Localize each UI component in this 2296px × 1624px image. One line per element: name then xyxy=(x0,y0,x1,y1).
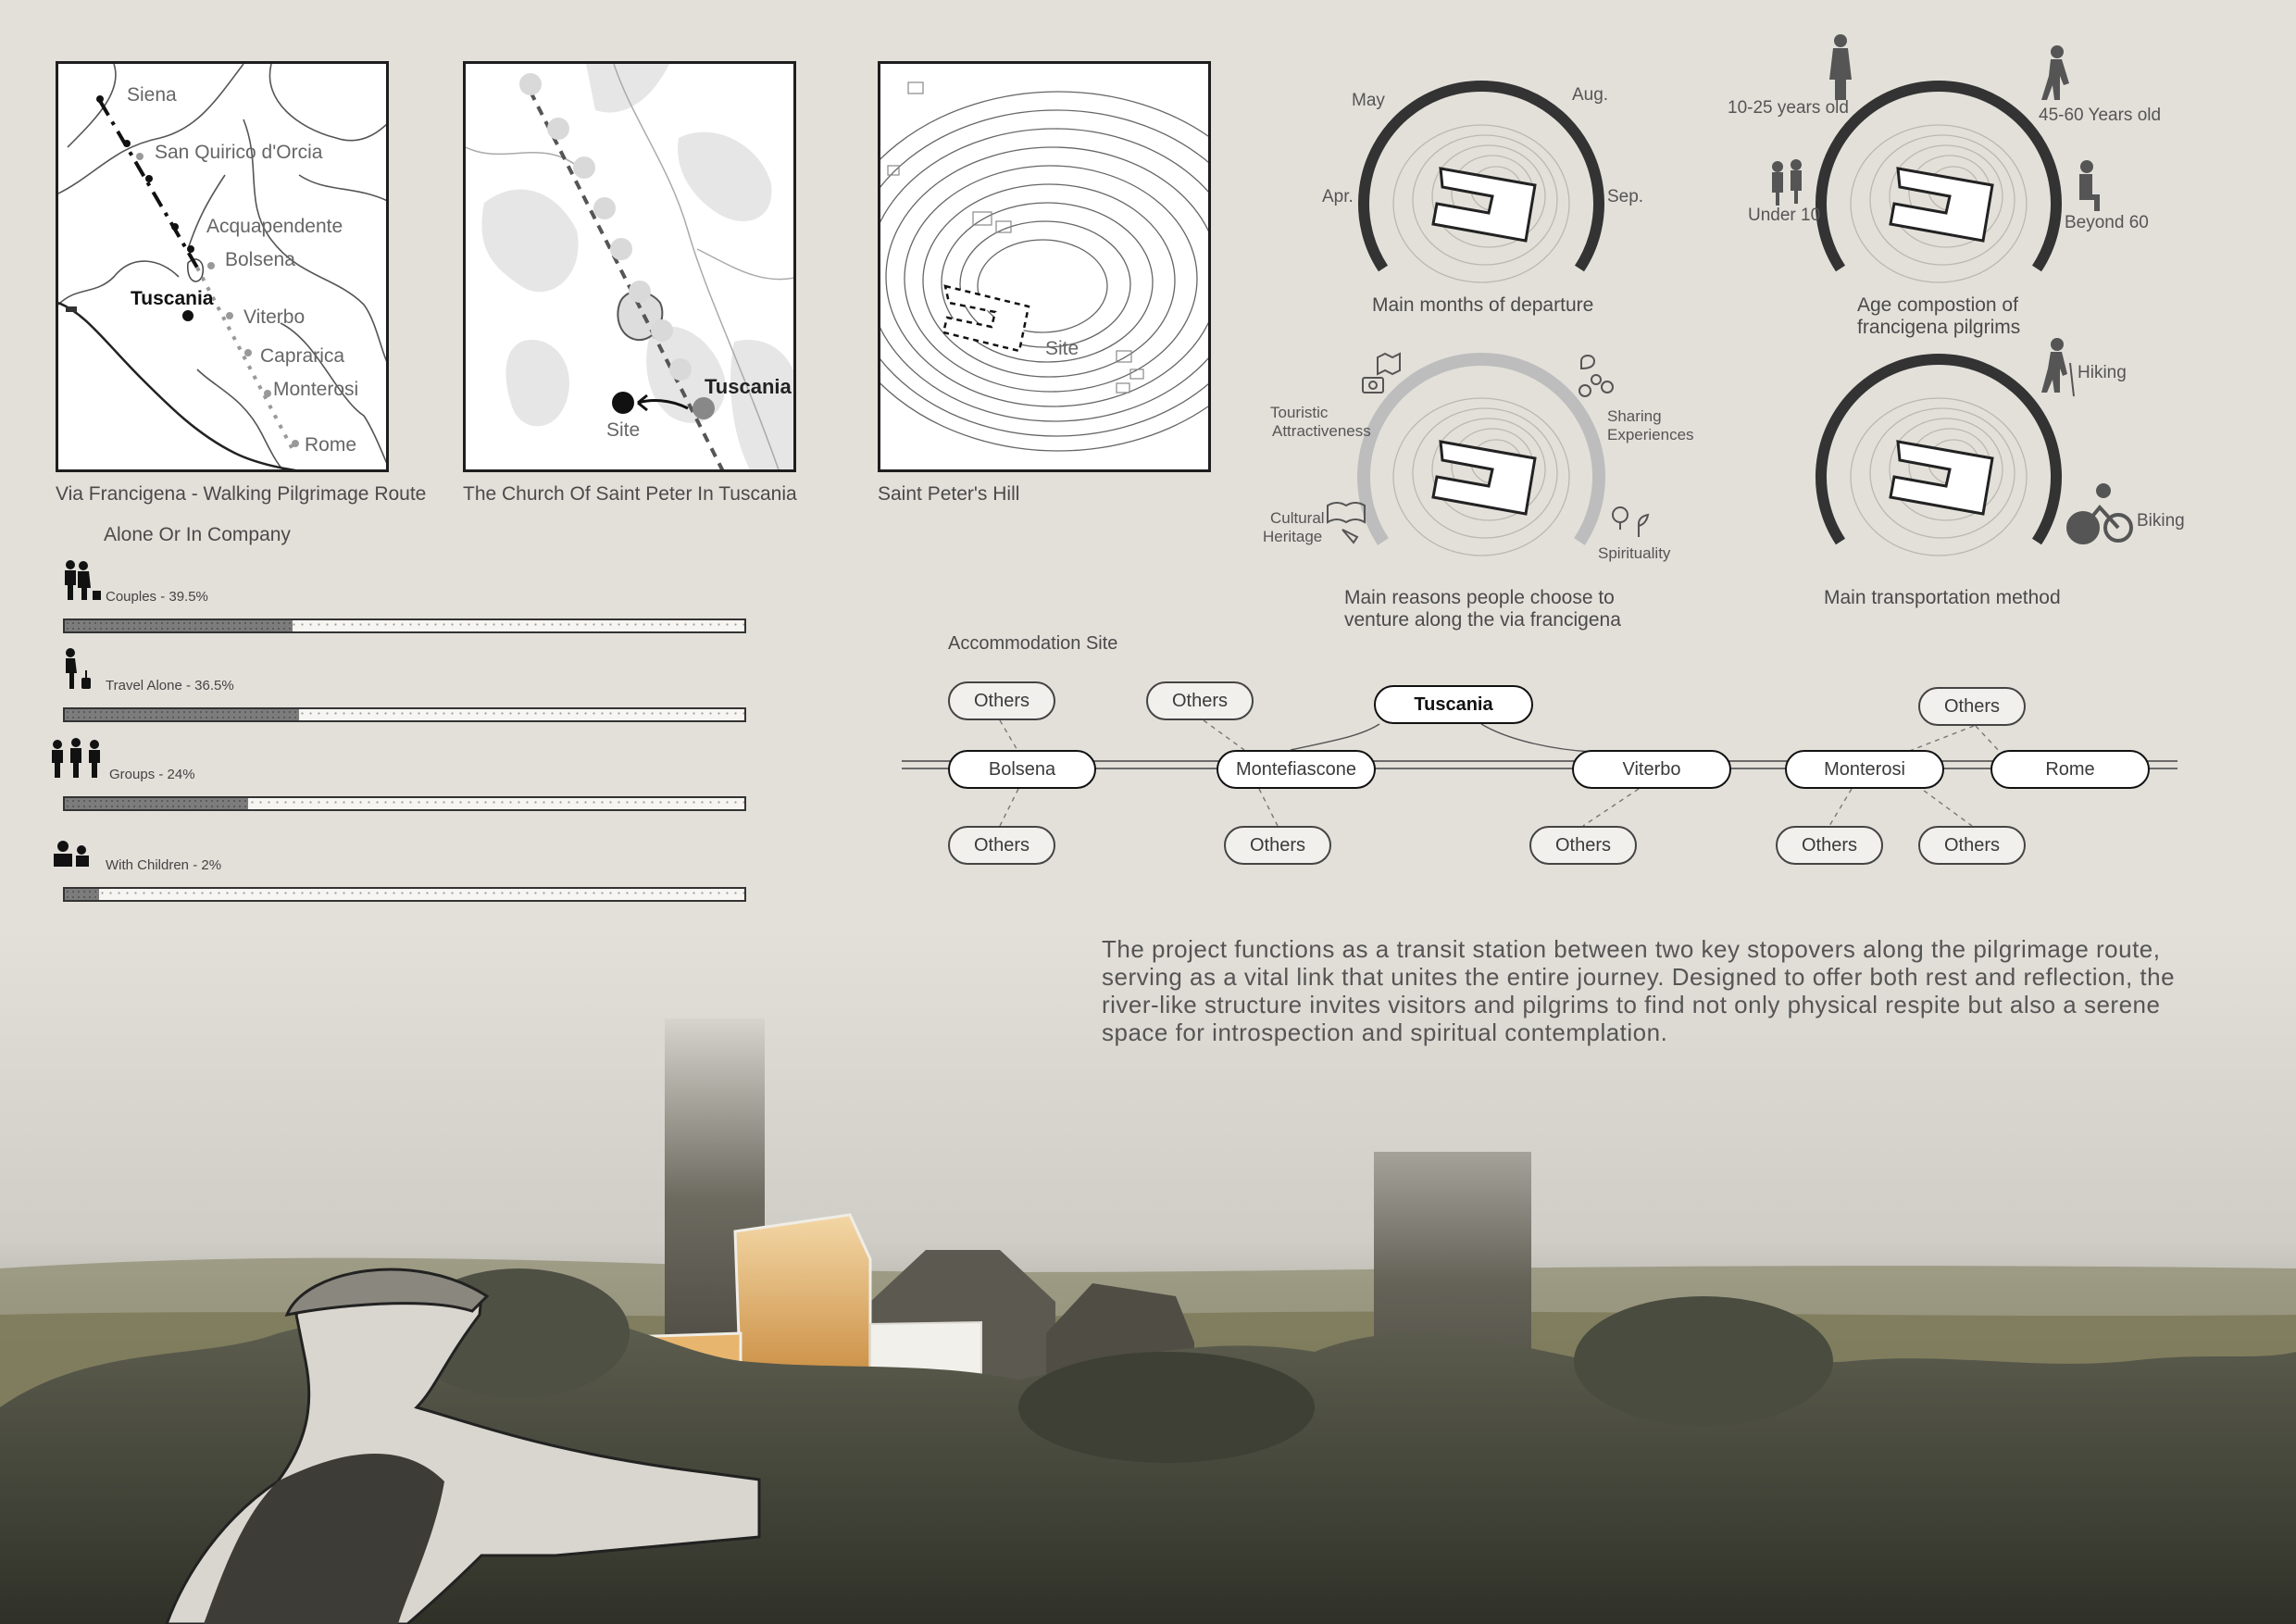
town-label-tuscania: Tuscania xyxy=(131,288,214,309)
transport-title: Main transportation method xyxy=(1824,587,2061,608)
hill-map-caption: Saint Peter's Hill xyxy=(878,483,1020,505)
others-node: Others xyxy=(1776,826,1883,865)
month-label: Sep. xyxy=(1607,187,1644,206)
church-map-caption: The Church Of Saint Peter In Tuscania xyxy=(463,483,797,505)
reason-label: Spirituality xyxy=(1598,544,1671,562)
age-label: Beyond 60 xyxy=(2065,213,2149,232)
project-description xyxy=(1102,935,2175,1046)
others-node: Others xyxy=(1146,681,1254,720)
stop-rome: Rome xyxy=(1990,750,2150,789)
others-node: Others xyxy=(1918,687,2026,726)
town-label: Bolsena xyxy=(225,249,295,270)
months-title: Main months of departure xyxy=(1372,294,1594,316)
bar-label: Travel Alone - 36.5% xyxy=(106,678,234,693)
age-label: Under 10 xyxy=(1748,206,1821,225)
town-label: Acquapendente xyxy=(206,216,343,237)
others-node: Others xyxy=(948,681,1055,720)
age-label: 10-25 years old xyxy=(1728,98,1849,118)
reason-label: Cultural xyxy=(1270,509,1325,527)
stop-monterosi: Monterosi xyxy=(1785,750,1944,789)
month-label: May xyxy=(1352,91,1385,110)
transport-label: Hiking xyxy=(2078,363,2127,382)
hill-site-label: Site xyxy=(1045,338,1079,359)
others-node: Others xyxy=(948,826,1055,865)
others-node: Others xyxy=(1529,826,1637,865)
stop-tuscania: Tuscania xyxy=(1374,685,1533,724)
reasons-title-line2: venture along the via francigena xyxy=(1344,609,1621,631)
town-label: Viterbo xyxy=(243,306,306,328)
stop-montefiascone: Montefiascone xyxy=(1217,750,1376,789)
town-label: Rome xyxy=(305,434,357,456)
reasons-title-line1: Main reasons people choose to xyxy=(1344,587,1615,608)
accommodation-title: Accommodation Site xyxy=(948,633,1118,654)
month-label: Apr. xyxy=(1322,187,1354,206)
site-label: Site xyxy=(606,419,641,441)
description-line: river-like structure invites visitors and pilgrims to find not only physical respite but also a serene xyxy=(1102,991,2161,1018)
age-title-line2: francigena pilgrims xyxy=(1857,317,2021,338)
stop-bolsena: Bolsena xyxy=(948,750,1096,789)
bar-label: Couples - 39.5% xyxy=(106,589,208,605)
description-line: The project functions as a transit station between two key stopovers along the pilgrimage route, xyxy=(1102,935,2161,963)
age-label: 45-60 Years old xyxy=(2039,106,2162,125)
reason-label: Touristic xyxy=(1270,404,1329,421)
transport-label: Biking xyxy=(2137,511,2185,531)
route-map-caption: Via Francigena - Walking Pilgrimage Route xyxy=(56,483,427,505)
month-label: Aug. xyxy=(1572,85,1609,105)
company-title: Alone Or In Company xyxy=(104,524,291,545)
others-node: Others xyxy=(1918,826,2026,865)
reason-label: Sharing xyxy=(1607,407,1662,425)
reason-label: Attractiveness xyxy=(1272,422,1371,440)
description-line: serving as a vital link that unites the entire journey. Designed to offer both rest and reflection, the xyxy=(1102,963,2176,991)
bar-label: With Children - 2% xyxy=(106,857,222,873)
town-label: Monterosi xyxy=(273,379,359,400)
town-label: San Quirico d'Orcia xyxy=(155,142,323,163)
bar-label: Groups - 24% xyxy=(109,767,195,782)
age-title-line1: Age compostion of xyxy=(1857,294,2018,316)
town-label: Caprarica xyxy=(260,345,345,367)
reason-label: Experiences xyxy=(1607,426,1694,443)
tuscania-label: Tuscania xyxy=(705,375,792,398)
description-line: space for introspection and spiritual contemplation. xyxy=(1102,1018,1668,1046)
others-node: Others xyxy=(1224,826,1331,865)
town-label: Siena xyxy=(127,84,177,106)
reason-label: Heritage xyxy=(1263,528,1323,545)
stop-viterbo: Viterbo xyxy=(1572,750,1731,789)
